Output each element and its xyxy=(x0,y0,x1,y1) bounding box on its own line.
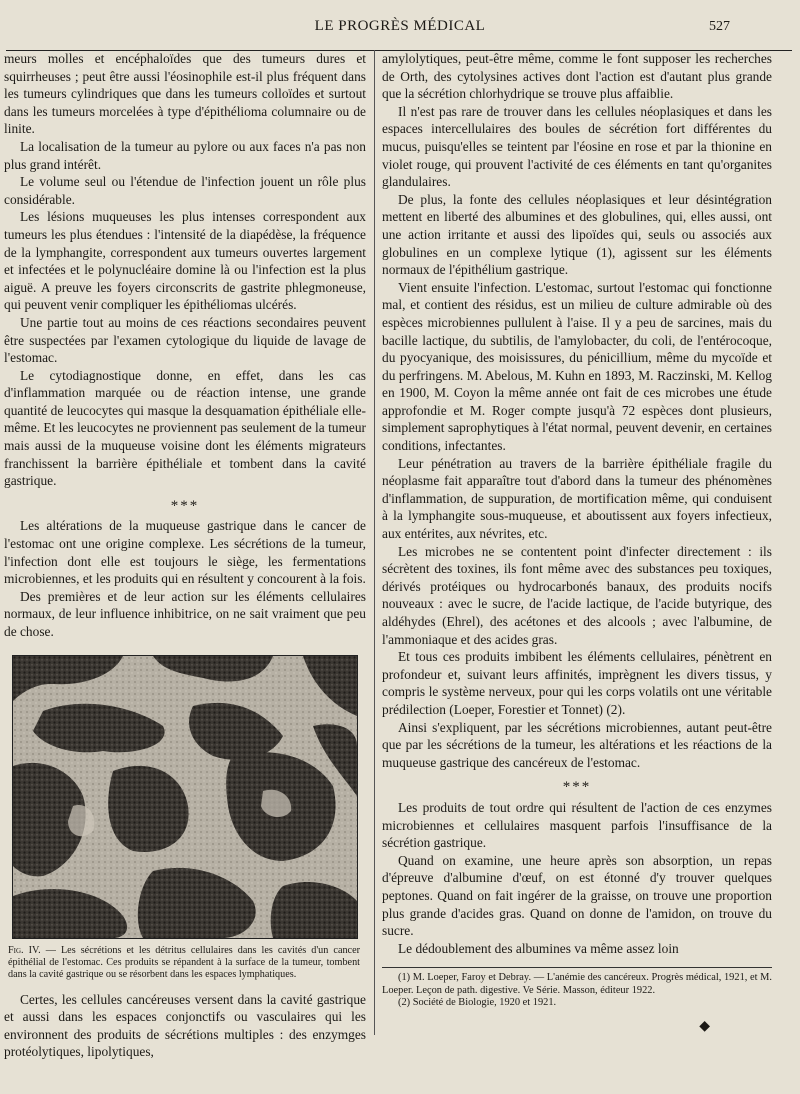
paragraph: Les altérations de la muqueuse gastrique dans le cancer de l'estomac ont une origine complexe. Les sécrétions de la tumeur, l'infection dont elle est toujours le siège, les fermentations microbiennes, et les produits qui en résultent y concourent à la fois. xyxy=(4,518,366,587)
page-header xyxy=(0,14,800,38)
running-title: LE PROGRÈS MÉDICAL xyxy=(314,18,486,34)
footnote-rule xyxy=(382,967,772,968)
left-column xyxy=(4,50,366,1061)
paragraph: Des premières et de leur action sur les éléments cellulaires normaux, de leur influence inhibitrice, on ne sait vraiment que peu de chose. xyxy=(4,588,366,639)
paragraph: Les produits de tout ordre qui résultent de l'action de ces enzymes microbiennes et cellulaires masquent parfois l'insuffisance de la sécrétion gastrique. xyxy=(382,799,772,851)
figure-label: Fig. IV. xyxy=(8,944,41,956)
paragraph: Les lésions muqueuses les plus intenses correspondent aux tumeurs les plus étendues : l'intensité de la diapédèse, la fréquence de la lymphangite, correspondent aux tumeurs ouvertes largement et infectées et le polynucléaire domine là ou l'infection est la plus aiguë. A preuve les foyers circonscrits de gastrite phlegmoneuse, qui peuvent venir compliquer les épithéliomas ulcérés. xyxy=(4,209,366,313)
paragraph: Une partie tout au moins de ces réactions secondaires peuvent être suspectées par l'examen cytologique du liquide de lavage de l'estomac. xyxy=(4,314,366,366)
paragraph: La localisation de la tumeur au pylore ou aux faces n'a pas non plus grand intérêt. xyxy=(4,138,366,172)
paragraph: meurs molles et encéphaloïdes que des tumeurs dures et squirrheuses ; peut être aussi l'éosinophile est-il plus fréquent dans les tumeurs cylindriques que dans les tumeurs colloïdes et surtout dans les tumeurs morcelées à type d'épithélioma columnaire ou de linite. xyxy=(4,51,366,137)
micrograph-figure xyxy=(12,655,358,939)
section-asterism: *** xyxy=(170,497,200,514)
paragraph: Certes, les cellules cancéreuses versent dans la cavité gastrique et aussi dans les espaces conjonctifs ou vasculaires qui les environnent des produits de sécrétions multiples : des enzymges protéolytiques, lipolytiques, xyxy=(4,991,366,1060)
footnote: (1) M. Loeper, Faroy et Debray. — L'anémie des cancéreux. Progrès médical, 1921, et M. Loeper. Leçon de path. digestive. Ve Série. Masson, éditeur 1922. xyxy=(382,972,772,996)
paragraph: amylolytiques, peut-être même, comme le font supposer les recherches de Orth, des cytolysines actives dont l'action est d'autant plus grande que la sécrétion chlorhydrique se trouve plus affaiblie. xyxy=(382,51,772,102)
figure-caption-text: — Les sécrétions et les détritus cellulaires dans les cavités d'un cancer épithélial de l'estomac. Ces produits se répandent à la surface de la tumeur, tombent dans la cavité gastrique ou se résorbent dans les espaces lymphatiques. xyxy=(8,944,360,980)
paragraph: De plus, la fonte des cellules néoplasiques et leur désintégration mettent en liberté des albumines et des globulines, qui, elles aussi, ont une action irritante et aussi des lipoïdes qui, seuls ou associés aux globulines en un complexe lytique (1), agissent sur les éléments normaux de l'épithélium gastrique. xyxy=(382,191,772,278)
footnote: (2) Société de Biologie, 1920 et 1921. xyxy=(398,997,557,1009)
paragraph: Vient ensuite l'infection. L'estomac, surtout l'estomac qui fonctionne mal, et contient des résidus, est un milieu de culture admirable où des espèces microbiennes pullulent à l'aise. Il y a peu de sarcines, mais du bacille lactique, du subtilis, de l'amylobacter, du coli, de l'entérocoque, du pyocyanique, des moisissures, du pénicillium, même du mycoïde et du perfringens. M. Abelous, M. Kuhn en 1893, M. Raczinski, M. Kellog en 1900, M. Coyon la même année ont fait de ces microbes une étude approfondie et M. Roger compte jusqu'à 72 espèces dont plusieurs, simplement saprophytiques à l'état normal, peuvent devenir, en certaines conditions, infectantes. xyxy=(382,279,772,454)
paragraph: Les microbes ne se contentent point d'infecter directement : ils sécrètent des toxines, ils font même avec des substances peu toxiques, dérivés protéiques ou hydrocarbonés banaux, des produits nocifs nouveaux : avec le sucre, de l'acide lactique, de l'acide butyrique, des aldéhydes (Ehrel), des acétones et des alcools ; avec l'albumine, de l'ammoniaque et des acides gras. xyxy=(382,543,772,647)
paragraph: Le cytodiagnostique donne, en effet, dans les cas d'inflammation marquée ou de réaction intense, une grande quantité de leucocytes qui masque la desquamation épithéliale elle-même. Et les leucocytes ne proviennent pas seulement de la tumeur mais aussi de la muqueuse voisine dont les éléments migrateurs franchissent la barrière épithéliale et tombent dans la cavité gastrique. xyxy=(4,367,366,489)
paragraph: Quand on examine, une heure après son absorption, un repas d'épreuve d'albumine d'œuf, on est étonné d'y trouver quelques peptones. Quand on fait ingérer de la graisse, on trouve une proportion plus grande d'acides gras. Quand on donne de l'amidon, on trouve du sucre. xyxy=(382,852,772,939)
section-asterism: *** xyxy=(562,779,592,796)
figure-caption xyxy=(8,945,360,981)
paragraph: Et tous ces produits imbibent les éléments cellulaires, pénètrent en profondeur et, suivant leurs affinités, imprègnent les divers tissus, y compris le système nerveux, pour qui les corps volatils ont une véritable prédilection (Loeper, Forestier et Tonnet) (2). xyxy=(382,649,772,717)
paragraph: Le volume seul ou l'étendue de l'infection jouent un rôle plus considérable. xyxy=(4,174,366,207)
page-number: 527 xyxy=(709,19,730,34)
paragraph: Le dédoublement des albumines va même assez loin xyxy=(398,940,679,956)
end-ornament: ◆ xyxy=(699,1019,710,1034)
paragraph: Leur pénétration au travers de la barrière épithéliale fragile du néoplasme fait apparaître tout d'abord dans la tumeur des phénomènes d'inflammation, de suppuration, de mortification même, qui conduisent à la lymphangite sous-muqueuse, et aboutissent aux foyers infectieux, aux entérites, aux névrites, etc. xyxy=(382,455,772,542)
column-divider xyxy=(374,50,375,1035)
right-column xyxy=(382,50,772,1010)
paragraph: Ainsi s'expliquent, par les sécrétions microbiennes, autant peut-être que par les sécrétions de la tumeur, les altérations et les réactions de la muqueuse gastrique des cancéreux de l'estomac. xyxy=(382,719,772,770)
micrograph-image xyxy=(13,656,357,938)
paragraph: Il n'est pas rare de trouver dans les cellules néoplasiques et dans les espaces intercellulaires des boules de sécrétion fort différentes du mucus, puisqu'elles se teintent par l'éosine en rose et par la thionine en violet rouge, qui prouvent l'activité de ces éléments en tant qu'organites glandulaires. xyxy=(382,103,772,190)
